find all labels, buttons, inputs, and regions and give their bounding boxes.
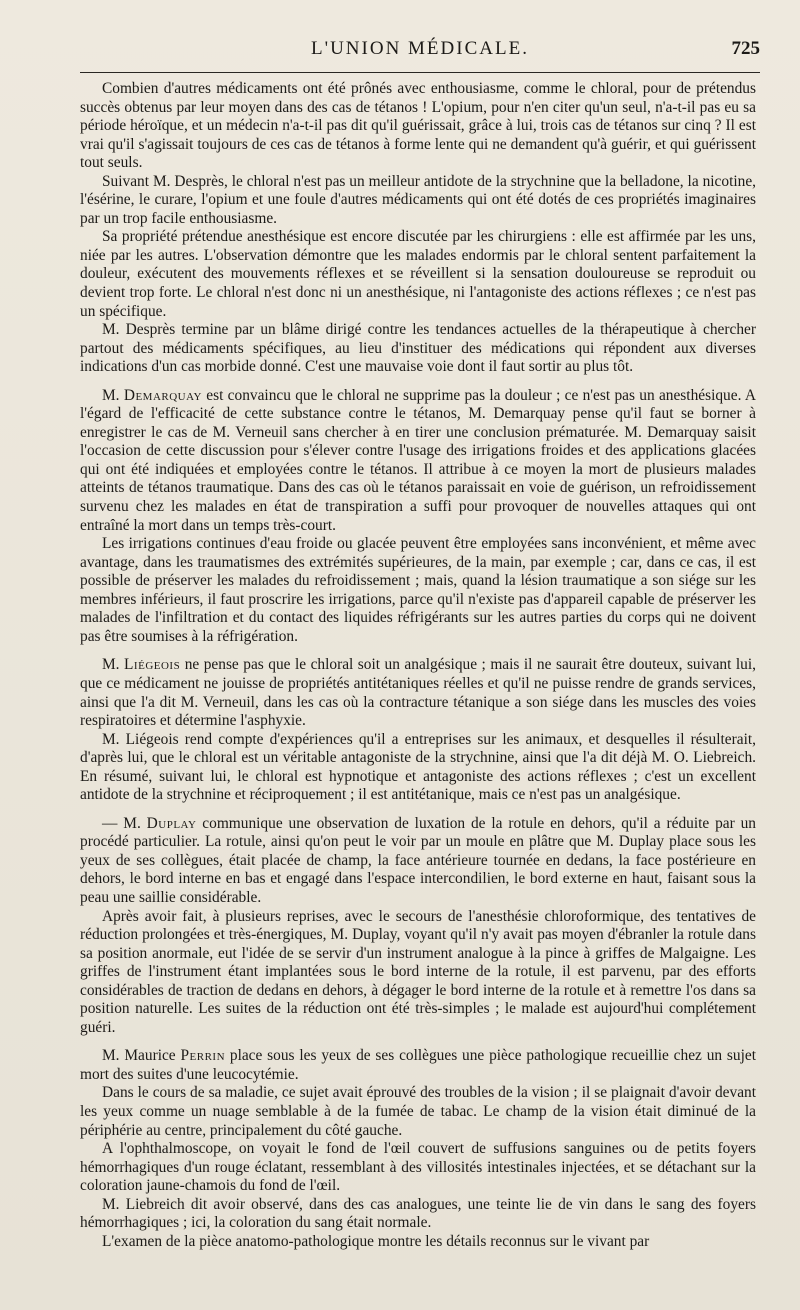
paragraph [80, 321, 756, 377]
paragraph-text: Après avoir fait, à plusieurs reprises, avec le secours de l'anesthésie chloroformique, des tentatives de réduction prolongées et très-énergiques, M. Duplay, voyant qu'il n'y avait pas moyen d'ébranler la rotule dans sa position anormale, eut l'idée de se servir d'un instrument analogue à la pince à griffes de Malgaigne. Les griffes de l'instrument étant implantées sous le bord interne de la rotule, il est parvenu, par des efforts considérables de traction de dedans en dehors, à dégager le bord interne de la rotule et à remettre l'os dans sa position naturelle. Les suites de la réduction ont été très-simples ; le malade est aujourd'hui complétement guéri. [80, 907, 756, 1036]
author-name: Demarquay [123, 386, 202, 404]
page-number: 725 [731, 38, 760, 59]
paragraph-text: Suivant M. Desprès, le chloral n'est pas un meilleur antidote de la strychnine que la belladone, la nicotine, l'ésérine, le curare, l'opium et une foule d'autres médicaments qui ont été dotés de ces propriétés imaginaires par un trop facile enthousiasme. [80, 172, 756, 227]
paragraph [80, 80, 756, 173]
paragraph-text: communique une observation de luxation de la rotule en dehors, qu'il a réduite par un procédé particulier. La rotule, ainsi qu'on peut le voir par un moule en plâtre que M. Duplay place sous les yeux de ses collègues, était placée de champ, la face antérieure tournée en dedans, la face postérieure en dehors, le bord interne en bas et engagé dans l'espace intercondilien, le bord externe en haut, faisant sous la peau une saillie considérable. [80, 814, 756, 906]
paragraph [80, 1233, 756, 1252]
paragraph-text: est convaincu que le chloral ne supprime pas la douleur ; ce n'est pas un anesthésique. A l'égard de l'efficacité de cette substance contre le tétanos, M. Demarquay pense qu'il faut se borner à enregistrer le cas de M. Verneuil sans chercher à en tirer une conclusion prématurée. M. Demarquay saisit l'occasion de cette discussion pour s'élever contre l'usage des irrigations froides et des applications glacées qui ont été indiquées et employées contre le tétanos. Il attribue à ce moyen la mort de plusieurs malades atteints de tétanos traumatique. Dans des cas où le tétanos paraissait en voie de guérison, un refroidissement survenu chez les malades en état de transpiration a suffi pour provoquer de nouvelles attaques qui ont entraîné la mort dans un temps très-court. [80, 386, 756, 534]
paragraph [80, 173, 756, 229]
paragraph-text: M. [102, 386, 124, 404]
paragraph-text: Sa propriété prétendue anesthésique est encore discutée par les chirurgiens : elle est affirmée par les uns, niée par les autres. L'observation démontre que les malades endormis par le chloral sentent parfaitement la douleur, exécutent des mouvements réflexes et se réveillent si la sensation douloureuse se reproduit ou devient trop forte. Le chloral n'est donc ni un anesthésique, ni l'antagoniste des actions réflexes ; ce n'est pas un spécifique. [80, 228, 756, 320]
paragraph-text: M. Desprès termine par un blâme dirigé contre les tendances actuelles de la thérapeutique à chercher partout des médicaments spécifiques, au lieu d'instituer des médications qui répondent aux diverses indications d'un cas morbide donné. C'est une mauvaise voie dont il faut sortir au plus tôt. [80, 321, 756, 376]
paragraph-text: ne pense pas que le chloral soit un analgésique ; mais il ne saurait être douteux, suivant lui, que ce médicament ne jouisse de propriétés antitétaniques réelles et qu'il ne puisse rendre de grands services, ainsi que l'a dit M. Verneuil, dans les cas où la contracture tétanique a son siége dans les muscles des voies respiratoires et détermine l'asphyxie. [80, 656, 756, 730]
paragraph [80, 228, 756, 321]
paragraph [80, 1140, 756, 1196]
paragraph-text: A l'ophthalmoscope, on voyait le fond de l'œil couvert de suffusions sanguines ou de petits foyers hémorrhagiques d'un rouge éclatant, ressemblant à des villosités intestinales injectées, et se détachant sur la coloration jaune-chamois du fond de l'œil. [80, 1140, 756, 1195]
paragraph [80, 1196, 756, 1233]
paragraph-text: L'examen de la pièce anatomo-pathologique montre les détails reconnus sur le vivant par [102, 1232, 650, 1250]
paragraph-text: M. [102, 656, 125, 674]
running-title: L'UNION MÉDICALE. [311, 38, 529, 59]
paragraph-text: Combien d'autres médicaments ont été prônés avec enthousiasme, comme le chloral, pour de prétendus succès obtenus par leur moyen dans des cas de tétanos ! L'opium, pour n'en citer qu'un seul, n'a-t-il pas eu sa période héroïque, et un médecin n'a-t-il pas dit qu'il guérissait, grâce à lui, trois cas de tétanos sur cinq ? Il est vrai qu'il s'agissait toujours de ces cas de tétanos à forme lente qui ne demandent qu'à guérir, et qui guérissent tout seuls. [80, 80, 756, 172]
paragraph [80, 1047, 756, 1084]
paragraph-text: — M. [102, 814, 147, 832]
paragraph-text: Dans le cours de sa maladie, ce sujet avait éprouvé des troubles de la vision ; il se plaignait d'avoir devant les yeux comme un nuage semblable à de la fumée de tabac. Le champ de la vision était diminué de la périphérie au centre, principalement du côté gauche. [80, 1084, 756, 1139]
paragraph [80, 731, 756, 805]
paragraph [80, 535, 756, 646]
author-name: Perrin [180, 1047, 226, 1065]
paragraph-text: Les irrigations continues d'eau froide ou glacée peuvent être employées sans inconvénient, et même avec avantage, dans les traumatismes des extrémités supérieures, de la main, par exemple ; car, dans ce cas, il est possible de préserver les malades du refroidissement ; mais, quand la lésion traumatique a son siége sur les membres inférieurs, il faut proscrire les irrigations, parce qu'il n'existe pas d'appareil capable de préserver les malades de l'infiltration et du contact des liquides réfrigérants sur les autres parties du corps qui ne doivent pas être soumises à la réfrigération. [80, 535, 756, 645]
paragraph [80, 908, 756, 1038]
author-name: Liégeois [124, 656, 181, 674]
paragraph-text: M. Maurice [102, 1047, 181, 1065]
page-header [80, 38, 760, 73]
paragraph-text: M. Liebreich dit avoir observé, dans des cas analogues, une teinte lie de vin dans le sang des foyers hémorrhagiques ; ici, la coloration du sang était normale. [80, 1195, 756, 1232]
author-name: Duplay [146, 814, 197, 832]
paragraph [80, 656, 756, 730]
paragraph-text: M. Liégeois rend compte d'expériences qu'il a entreprises sur les animaux, et desquelles il résulterait, d'après lui, que le chloral est un véritable antagoniste de la strychnine, ainsi que l'a dit déjà M. O. Liebreich. En résumé, suivant lui, le chloral est hypnotique et antagoniste des actions réflexes ; c'est un excellent antidote de la strychnine et réciproquement ; il est antitétanique, mais ce n'est pas un analgésique. [80, 730, 756, 804]
paragraph-text: place sous les yeux de ses collègues une pièce pathologique recueillie chez un sujet mort des suites d'une leucocytémie. [80, 1047, 756, 1083]
paragraph [80, 1084, 756, 1140]
paragraph [80, 387, 756, 535]
paragraph [80, 815, 756, 908]
article-body [80, 80, 756, 1251]
